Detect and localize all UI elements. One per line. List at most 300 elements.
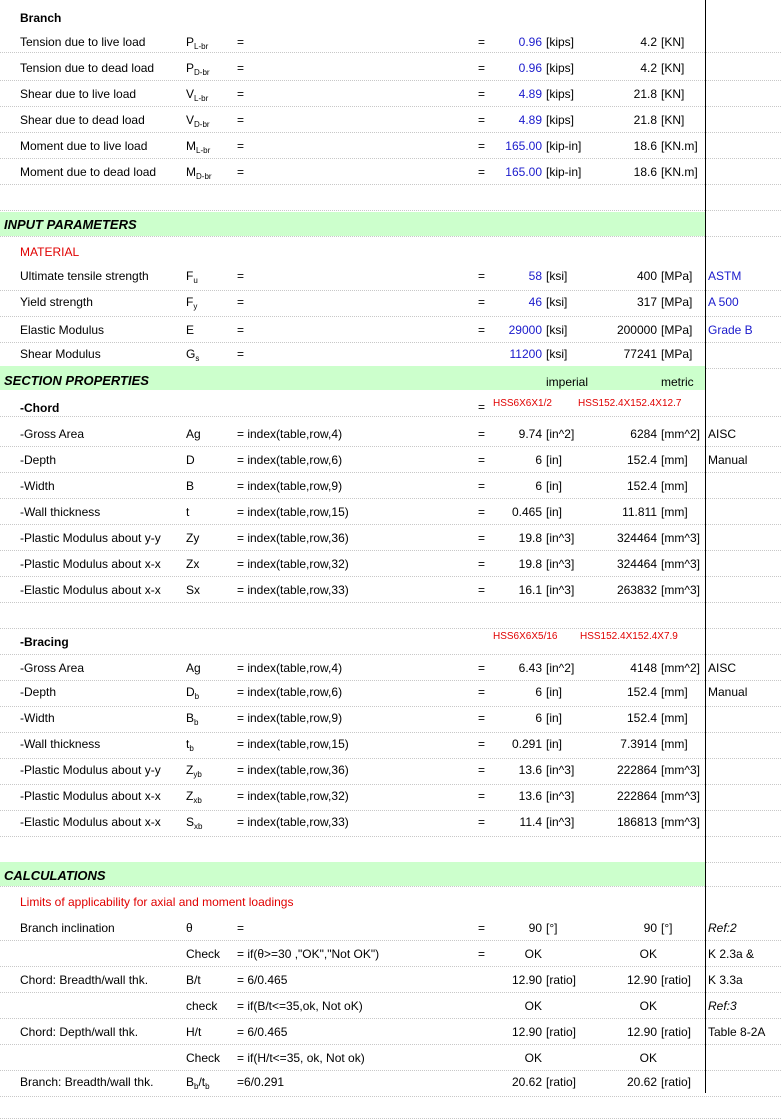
imperial-value: 165.00	[505, 165, 542, 179]
chord-designation-imperial: HSS6X6X1/2	[493, 398, 552, 409]
metric-value: 222864	[616, 789, 657, 803]
imperial-label: imperial	[546, 375, 589, 389]
metric-unit: [mm]	[661, 505, 688, 519]
symbol-text: t	[186, 505, 190, 519]
imperial-value: 6.43	[518, 661, 542, 675]
imperial-unit: [ksi]	[546, 323, 568, 337]
metric-unit: [mm^3]	[661, 557, 700, 571]
imperial-value: 0.96	[518, 35, 542, 49]
imperial-value: 165.00	[505, 139, 542, 153]
metric-value: 18.6	[633, 165, 657, 179]
metric-unit: [KN]	[661, 35, 685, 49]
row-equals-2: =	[478, 505, 486, 519]
symbol-subscript: b	[194, 1082, 199, 1091]
row-description: Shear due to dead load	[20, 113, 145, 127]
symbol-subscript: L-br	[194, 94, 209, 103]
imperial-value: 16.1	[518, 583, 542, 597]
imperial-value: 13.6	[518, 763, 542, 777]
row-equals: =	[237, 61, 245, 75]
row-symbol	[186, 556, 199, 572]
metric-unit: [mm]	[661, 737, 688, 751]
metric-value: 4148	[630, 661, 657, 675]
metric-value: OK	[639, 1051, 657, 1065]
row-equals: =	[237, 113, 245, 127]
imperial-value: 12.90	[511, 973, 542, 987]
imperial-unit: [in^3]	[546, 815, 575, 829]
symbol-text: M	[186, 165, 196, 179]
imperial-unit: [ratio]	[546, 1025, 577, 1039]
metric-value: 90	[643, 921, 657, 935]
imperial-unit: [kips]	[546, 113, 575, 127]
symbol-text: θ	[186, 921, 193, 935]
row-formula: = index(table,row,9)	[237, 479, 343, 493]
row-description: -Depth	[20, 453, 57, 467]
row-description: -Gross Area	[20, 661, 85, 675]
row-description: Chord: Depth/wall thk.	[20, 1025, 139, 1039]
imperial-unit: [in]	[546, 685, 563, 699]
symbol-text: G	[186, 347, 196, 361]
imperial-unit: [ksi]	[546, 269, 568, 283]
imperial-value: 13.6	[518, 789, 542, 803]
imperial-unit: [in]	[546, 479, 563, 493]
symbol-subscript: L-br	[194, 42, 209, 51]
row-equals: =	[237, 295, 245, 309]
row-description: Elastic Modulus	[20, 323, 105, 337]
imperial-value: 9.74	[518, 427, 542, 441]
symbol-text: F	[186, 295, 194, 309]
imperial-unit: [in^3]	[546, 789, 575, 803]
metric-unit: [KN.m]	[661, 165, 698, 179]
row-formula: = index(table,row,33)	[237, 583, 349, 597]
row-note: K 2.3a &	[708, 947, 755, 961]
row-symbol	[186, 164, 212, 180]
symbol-text: E	[186, 323, 195, 337]
imperial-value: 4.89	[518, 87, 542, 101]
row-equals: =	[237, 347, 245, 361]
imperial-value: OK	[524, 947, 542, 961]
row-symbol	[186, 268, 198, 284]
imperial-value: 4.89	[518, 113, 542, 127]
metric-value: 6284	[630, 427, 657, 441]
symbol-text: Zy	[186, 531, 200, 545]
symbol-text: D	[186, 685, 195, 699]
imperial-unit: [in]	[546, 453, 563, 467]
chord-designation-equals: =	[478, 400, 486, 414]
row-description: -Elastic Modulus about x-x	[20, 815, 161, 829]
metric-value: 21.8	[633, 113, 657, 127]
metric-value: OK	[639, 999, 657, 1013]
row-equals-2: =	[478, 87, 486, 101]
symbol-subscript: b	[189, 744, 194, 753]
imperial-unit: [ratio]	[546, 973, 577, 987]
row-symbol	[186, 788, 202, 804]
symbol-text: P	[186, 35, 195, 49]
imperial-value: 20.62	[511, 1075, 542, 1089]
metric-unit: [mm^3]	[661, 531, 700, 545]
imperial-unit: [ksi]	[546, 295, 568, 309]
row-formula: = index(table,row,4)	[237, 661, 343, 675]
row-description: -Width	[20, 479, 55, 493]
symbol-text-2: /t	[198, 1075, 206, 1089]
metric-unit: [MPa]	[661, 295, 693, 309]
row-equals: =	[237, 269, 245, 283]
row-gridline	[0, 1044, 781, 1071]
symbol-text: Z	[186, 789, 194, 803]
metric-unit: [mm^3]	[661, 789, 700, 803]
metric-value: 12.90	[626, 1025, 657, 1039]
row-symbol	[186, 112, 210, 128]
imperial-value: 58	[528, 269, 542, 283]
row-description: -Wall thickness	[20, 505, 101, 519]
symbol-subscript: b	[194, 718, 199, 727]
row-description: Ultimate tensile strength	[20, 269, 149, 283]
row-formula: = if(B/t<=35,ok, Not oK)	[237, 999, 363, 1013]
imperial-value: OK	[524, 999, 542, 1013]
metric-unit: [KN]	[661, 87, 685, 101]
row-equals-2: =	[478, 815, 486, 829]
row-note: Grade B	[708, 323, 753, 337]
imperial-value: 12.90	[511, 1025, 542, 1039]
symbol-subscript: D-br	[194, 68, 210, 77]
row-symbol	[186, 1024, 201, 1040]
metric-unit: [KN.m]	[661, 139, 698, 153]
row-description: -Plastic Modulus about x-x	[20, 557, 161, 571]
row-symbol	[186, 34, 208, 50]
metric-value: 186813	[616, 815, 657, 829]
row-description: Moment due to dead load	[20, 165, 157, 179]
symbol-text: H/t	[186, 1025, 202, 1039]
row-note: Table 8-2A	[708, 1025, 766, 1039]
row-equals: =	[237, 87, 245, 101]
row-symbol	[186, 920, 193, 936]
row-note: Ref:3	[708, 999, 737, 1013]
row-equals-2: =	[478, 427, 486, 441]
row-note: AISC	[708, 427, 737, 441]
symbol-text: S	[186, 815, 195, 829]
row-description: Branch: Breadth/wall thk.	[20, 1075, 154, 1089]
row-equals-2: =	[478, 35, 486, 49]
row-symbol	[186, 660, 201, 676]
metric-unit: [mm^3]	[661, 763, 700, 777]
symbol-subscript: D-br	[196, 172, 212, 181]
row-formula: = if(H/t<=35, ok, Not ok)	[237, 1051, 365, 1065]
row-equals-2: =	[478, 269, 486, 283]
row-gridline	[0, 940, 781, 967]
input-parameters-heading: INPUT PARAMETERS	[4, 217, 137, 232]
imperial-unit: [in]	[546, 711, 563, 725]
symbol-subscript: xb	[193, 796, 202, 805]
metric-value: OK	[639, 947, 657, 961]
symbol-subscript: y	[193, 302, 198, 311]
imperial-unit: [in^3]	[546, 557, 575, 571]
row-gridline	[0, 602, 781, 629]
row-equals-2: =	[478, 165, 486, 179]
symbol-text: B	[186, 711, 195, 725]
metric-value: 152.4	[626, 479, 657, 493]
row-formula: = index(table,row,4)	[237, 427, 343, 441]
metric-unit: [ratio]	[661, 973, 692, 987]
metric-value: 324464	[616, 557, 657, 571]
row-formula: = index(table,row,6)	[237, 685, 343, 699]
imperial-unit: [kip-in]	[546, 139, 582, 153]
imperial-unit: [in^3]	[546, 583, 575, 597]
metric-value: 4.2	[640, 35, 657, 49]
metric-value: 18.6	[633, 139, 657, 153]
symbol-text: Z	[186, 763, 194, 777]
row-note: Manual	[708, 685, 748, 699]
row-symbol	[186, 736, 194, 752]
imperial-unit: [in]	[546, 505, 563, 519]
imperial-unit: [in^2]	[546, 427, 575, 441]
row-symbol	[186, 138, 210, 154]
imperial-value: 11200	[509, 347, 542, 361]
symbol-text: P	[186, 61, 195, 75]
row-description: Tension due to live load	[20, 35, 146, 49]
metric-value: 263832	[616, 583, 657, 597]
symbol-text: Ag	[186, 427, 201, 441]
symbol-text: V	[186, 87, 195, 101]
material-label: MATERIAL	[20, 245, 80, 259]
metric-unit: [mm^2]	[661, 427, 700, 441]
row-symbol	[186, 684, 199, 700]
row-symbol	[186, 530, 199, 546]
imperial-unit: [in^3]	[546, 531, 575, 545]
row-equals-2: =	[478, 583, 486, 597]
row-description: -Wall thickness	[20, 737, 101, 751]
row-note: K 3.3a	[708, 973, 743, 987]
row-description: Yield strength	[20, 295, 93, 309]
symbol-text: B	[186, 479, 195, 493]
row-equals-2: =	[478, 323, 486, 337]
row-note: ASTM	[708, 269, 742, 283]
limits-label: Limits of applicability for axial and moment loadings	[20, 895, 294, 909]
symbol-subscript: xb	[194, 822, 203, 831]
row-formula: = 6/0.465	[237, 1025, 288, 1039]
row-symbol	[186, 998, 217, 1014]
row-equals: =	[237, 323, 245, 337]
metric-value: 11.811	[622, 505, 657, 519]
imperial-value: 90	[528, 921, 542, 935]
metric-value: 317	[636, 295, 657, 309]
bracing-heading: -Bracing	[20, 635, 69, 649]
symbol-text: Sx	[186, 583, 201, 597]
row-note: A 500	[708, 295, 739, 309]
row-symbol	[186, 972, 201, 988]
row-description: Shear due to live load	[20, 87, 137, 101]
metric-unit: [mm]	[661, 685, 688, 699]
row-note: AISC	[708, 661, 737, 675]
row-symbol	[186, 814, 202, 830]
row-equals: =	[237, 139, 245, 153]
row-formula: = index(table,row,15)	[237, 505, 349, 519]
row-equals-2: =	[478, 479, 486, 493]
metric-value: 200000	[616, 323, 657, 337]
row-description: -Plastic Modulus about y-y	[20, 531, 161, 545]
row-description: Chord: Breadth/wall thk.	[20, 973, 149, 987]
row-equals: =	[237, 35, 245, 49]
imperial-unit: [°]	[546, 921, 558, 935]
symbol-text: V	[186, 113, 195, 127]
metric-unit: [mm^3]	[661, 815, 700, 829]
imperial-value: 19.8	[518, 557, 542, 571]
row-symbol	[186, 294, 197, 310]
metric-value: 7.3914	[620, 737, 657, 751]
row-formula: = if(θ>=30 ,"OK","Not OK")	[237, 947, 380, 961]
imperial-value: 29000	[508, 323, 542, 337]
imperial-unit: [ratio]	[546, 1075, 577, 1089]
metric-unit: [mm]	[661, 711, 688, 725]
row-description: -Elastic Modulus about x-x	[20, 583, 161, 597]
metric-unit: [mm]	[661, 453, 688, 467]
row-symbol	[186, 946, 220, 962]
row-description: -Gross Area	[20, 427, 85, 441]
row-formula: = index(table,row,32)	[237, 789, 349, 803]
row-gridline	[0, 184, 781, 211]
metric-unit: [ratio]	[661, 1075, 692, 1089]
metric-unit: [KN]	[661, 113, 685, 127]
row-symbol	[186, 582, 200, 598]
chord-heading: -Chord	[20, 401, 60, 415]
row-equals-2: =	[478, 737, 486, 751]
imperial-unit: [in^2]	[546, 661, 575, 675]
row-equals-2: =	[478, 531, 486, 545]
symbol-text: Check	[186, 947, 221, 961]
imperial-value: 19.8	[518, 531, 542, 545]
row-description: Tension due to dead load	[20, 61, 155, 75]
row-description: -Plastic Modulus about y-y	[20, 763, 161, 777]
symbol-subscript: s	[195, 354, 200, 363]
metric-value: 152.4	[626, 711, 657, 725]
symbol-text: B/t	[186, 973, 201, 987]
row-description: Moment due to live load	[20, 139, 148, 153]
section-properties-heading: SECTION PROPERTIES	[4, 373, 149, 388]
row-equals-2: =	[478, 763, 486, 777]
row-description: -Plastic Modulus about x-x	[20, 789, 161, 803]
branch-heading: Branch	[20, 11, 62, 25]
row-symbol	[186, 322, 194, 338]
metric-value: 4.2	[640, 61, 657, 75]
row-symbol	[186, 86, 208, 102]
symbol-text: t	[186, 737, 190, 751]
row-equals-2: =	[478, 711, 486, 725]
row-equals-2: =	[478, 557, 486, 571]
row-symbol	[186, 60, 210, 76]
bracing-designation-imperial: HSS6X6X5/16	[493, 631, 558, 642]
row-symbol	[186, 1074, 210, 1090]
row-description: -Depth	[20, 685, 57, 699]
row-equals-2: =	[478, 61, 486, 75]
row-symbol	[186, 504, 189, 520]
row-formula: = 6/0.465	[237, 973, 288, 987]
imperial-value: 6	[535, 453, 542, 467]
row-description: Branch inclination	[20, 921, 115, 935]
row-gridline	[0, 836, 781, 863]
row-equals-2: =	[478, 295, 486, 309]
row-formula: = index(table,row,33)	[237, 815, 349, 829]
imperial-unit: [in^3]	[546, 763, 575, 777]
row-symbol	[186, 1050, 220, 1066]
row-equals-2: =	[478, 921, 486, 935]
row-equals-2: =	[478, 947, 486, 961]
symbol-subscript: L-br	[196, 146, 211, 155]
calculations-heading: CALCULATIONS	[4, 868, 106, 883]
imperial-value: 11.4	[519, 815, 542, 829]
chord-designation-metric: HSS152.4X152.4X12.7	[578, 398, 682, 409]
metric-value: 21.8	[633, 87, 657, 101]
symbol-text: M	[186, 139, 196, 153]
metric-unit: [KN]	[661, 61, 685, 75]
row-symbol	[186, 710, 198, 726]
row-equals-2: =	[478, 685, 486, 699]
metric-unit: [mm^2]	[661, 661, 700, 675]
column-border	[705, 0, 706, 1093]
symbol-text: B	[186, 1075, 195, 1089]
metric-value: 12.90	[626, 973, 657, 987]
row-formula: =6/0.291	[237, 1075, 285, 1089]
symbol-text: Zx	[186, 557, 200, 571]
imperial-value: 6	[535, 711, 542, 725]
metric-unit: [mm^3]	[661, 583, 700, 597]
imperial-value: 6	[535, 479, 542, 493]
row-equals-2: =	[478, 139, 486, 153]
symbol-text: D	[186, 453, 195, 467]
symbol-text: Check	[186, 1051, 221, 1065]
imperial-value: 0.291	[511, 737, 542, 751]
row-note: Manual	[708, 453, 748, 467]
row-formula: = index(table,row,32)	[237, 557, 349, 571]
metric-unit: [MPa]	[661, 347, 693, 361]
metric-unit: [MPa]	[661, 269, 693, 283]
metric-label: metric	[661, 375, 694, 389]
metric-unit: [ratio]	[661, 1025, 692, 1039]
imperial-value: 46	[528, 295, 542, 309]
row-symbol	[186, 452, 195, 468]
metric-value: 77241	[623, 347, 657, 361]
metric-unit: [°]	[661, 921, 673, 935]
row-formula: = index(table,row,9)	[237, 711, 343, 725]
symbol-subscript-2: b	[205, 1082, 210, 1091]
row-equals: =	[237, 165, 245, 179]
metric-value: 152.4	[626, 685, 657, 699]
row-gridline	[0, 1092, 781, 1119]
row-symbol	[186, 426, 201, 442]
imperial-unit: [ksi]	[546, 347, 568, 361]
symbol-subscript: D-br	[194, 120, 210, 129]
row-formula: = index(table,row,36)	[237, 531, 349, 545]
row-description: -Width	[20, 711, 55, 725]
row-equals-2: =	[478, 453, 486, 467]
metric-value: 20.62	[626, 1075, 657, 1089]
imperial-unit: [kips]	[546, 35, 575, 49]
metric-value: 324464	[616, 531, 657, 545]
row-symbol	[186, 478, 194, 494]
imperial-unit: [kip-in]	[546, 165, 582, 179]
row-symbol	[186, 346, 199, 362]
imperial-value: 0.465	[511, 505, 542, 519]
imperial-unit: [kips]	[546, 87, 575, 101]
row-gridline	[0, 992, 781, 1019]
bracing-designation-metric: HSS152.4X152.4X7.9	[580, 631, 678, 642]
row-note: Ref:2	[708, 921, 737, 935]
symbol-subscript: b	[194, 692, 200, 701]
imperial-unit: [in]	[546, 737, 563, 751]
imperial-value: 6	[535, 685, 542, 699]
metric-unit: [mm]	[661, 479, 688, 493]
symbol-text: F	[186, 269, 194, 283]
row-equals-2: =	[478, 661, 486, 675]
row-description: Shear Modulus	[20, 347, 101, 361]
metric-unit: [MPa]	[661, 323, 693, 337]
